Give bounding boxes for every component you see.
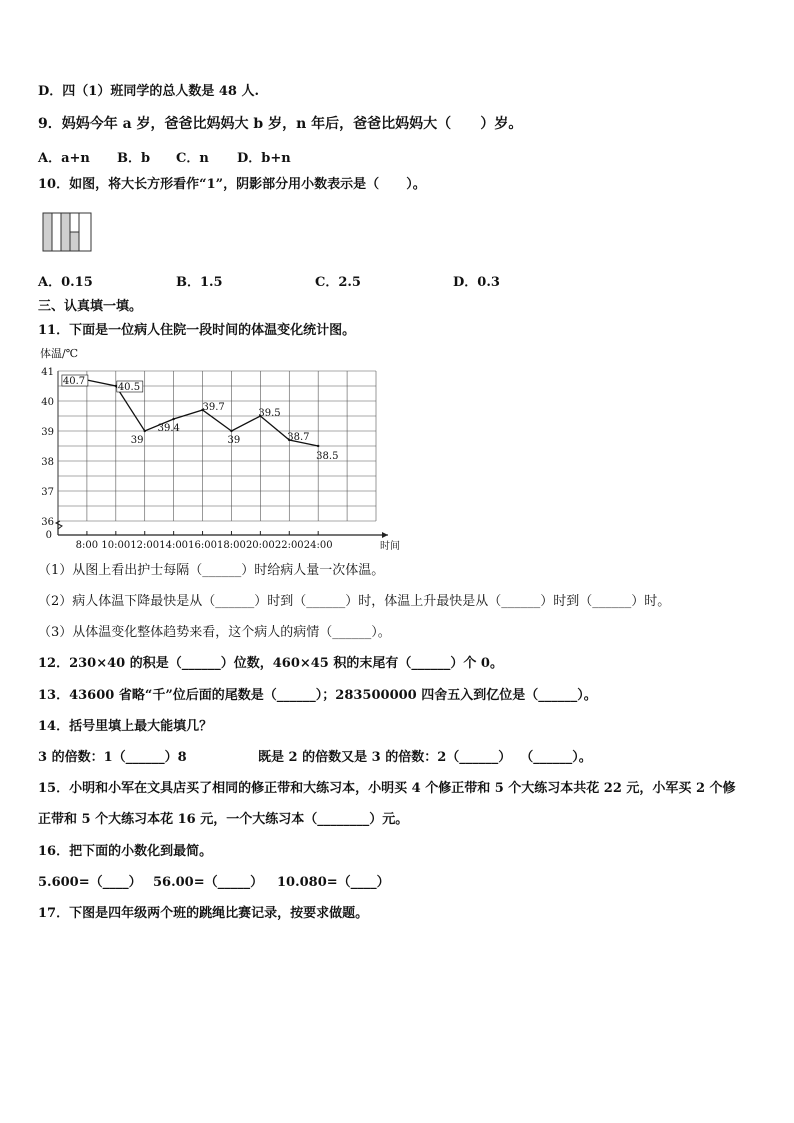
data-label: 38.7 xyxy=(287,432,310,443)
y-tick-label: 38 xyxy=(41,457,54,468)
data-point xyxy=(230,430,232,432)
data-label: 39.7 xyxy=(202,402,225,413)
x-tick-label: 12:00 xyxy=(130,540,160,551)
question-17: 17．下图是四年级两个班的跳绳比赛记录，按要求做题。 xyxy=(38,906,369,921)
x-axis-title: 时间 xyxy=(380,541,400,552)
data-point xyxy=(172,418,174,420)
axis-break-mark xyxy=(56,521,62,529)
question-9: 9．妈妈今年 a 岁，爸爸比妈妈大 b 岁，n 年后，爸爸比妈妈大（ ）岁。 xyxy=(38,116,523,132)
question-11: 11．下面是一位病人住院一段时间的体温变化统计图。 xyxy=(38,323,356,338)
data-label: 40.7 xyxy=(62,376,86,387)
y-axis-title: 体温/℃ xyxy=(40,347,79,360)
question-16-a: 5.600=（____） xyxy=(38,875,142,890)
rectangle-figure xyxy=(41,212,93,252)
data-label: 39.5 xyxy=(258,408,281,419)
question-10: 10．如图，将大长方形看作“1”，阴影部分用小数表示是（ ）。 xyxy=(38,177,426,192)
y-tick-label: 41 xyxy=(41,367,54,378)
option-d-text: D．四（1）班同学的总人数是 48 人. xyxy=(38,84,259,99)
question-15-line-1: 15．小明和小军在文具店买了相同的修正带和大练习本，小明买 4 个修正带和 5 个大练习本共花 22 元，小军买 2 个修 xyxy=(38,781,736,796)
question-15-line-2: 正带和 5 个大练习本花 16 元，一个大练习本（________）元。 xyxy=(38,812,409,827)
question-16: 16．把下面的小数化到最简。 xyxy=(38,844,213,859)
question-14-a: 3 的倍数：1（______）8 xyxy=(38,750,187,765)
x-tick-label: 22:00 xyxy=(274,540,304,551)
q9-option-a: A．a+n xyxy=(38,151,90,166)
y-tick-label: 36 xyxy=(41,517,54,528)
data-point xyxy=(144,430,146,432)
y-tick-label: 40 xyxy=(41,397,54,408)
x-tick-label: 16:00 xyxy=(188,540,217,551)
q9-option-c: C．n xyxy=(176,151,209,166)
y-tick-label: 37 xyxy=(41,487,54,498)
data-label: 40.5 xyxy=(117,382,141,393)
question-14: 14．括号里填上最大能填几？ xyxy=(38,719,213,734)
x-tick-label: 18:00 xyxy=(217,540,246,551)
question-14-b: 既是 2 的倍数又是 3 的倍数：2（______） （______）。 xyxy=(258,750,592,765)
temperature-line-chart xyxy=(36,345,400,557)
x-tick-label: 10:00 xyxy=(101,540,131,551)
y-tick-label: 39 xyxy=(41,427,54,438)
question-16-b: 56.00=（_____） xyxy=(153,875,264,890)
x-tick-label: 14:00 xyxy=(159,540,189,551)
q9-option-b: B．b xyxy=(117,151,151,166)
q10-option-a: A．0.15 xyxy=(38,275,93,290)
x-tick-label: 24:00 xyxy=(303,540,333,551)
y-origin-label: 0 xyxy=(45,530,52,541)
x-tick-label: 8:00 xyxy=(75,540,99,551)
data-label: 39.4 xyxy=(157,423,180,434)
question-11-part-2: （2）病人体温下降最快是从（______）时到（______）时，体温上升最快是从（______）时到（______）时。 xyxy=(38,594,671,609)
question-11-part-3: （3）从体温变化整体趋势来看，这个病人的病情（______）。 xyxy=(38,625,391,640)
data-label: 39 xyxy=(227,435,241,446)
question-13: 13．43600 省略“千”位后面的尾数是（______）；283500000 四舍五入到亿位是（______）。 xyxy=(38,688,597,703)
section-3-heading: 三、认真填一填。 xyxy=(38,299,143,314)
question-16-c: 10.080=（____） xyxy=(277,875,390,890)
x-tick-label: 20:00 xyxy=(245,540,275,551)
q10-option-b: B．1.5 xyxy=(176,275,223,290)
question-12: 12．230×40 的积是（______）位数，460×45 积的末尾有（______）个 0。 xyxy=(38,656,503,671)
question-11-part-1: （1）从图上看出护士每隔（______）时给病人量一次体温。 xyxy=(38,563,385,578)
x-axis-arrow xyxy=(382,532,388,538)
q10-option-d: D．0.3 xyxy=(453,275,500,290)
data-label: 39 xyxy=(130,435,144,446)
q10-option-c: C．2.5 xyxy=(315,275,361,290)
data-label: 38.5 xyxy=(316,451,339,462)
q9-option-d: D．b+n xyxy=(237,151,291,166)
data-point xyxy=(317,445,319,447)
